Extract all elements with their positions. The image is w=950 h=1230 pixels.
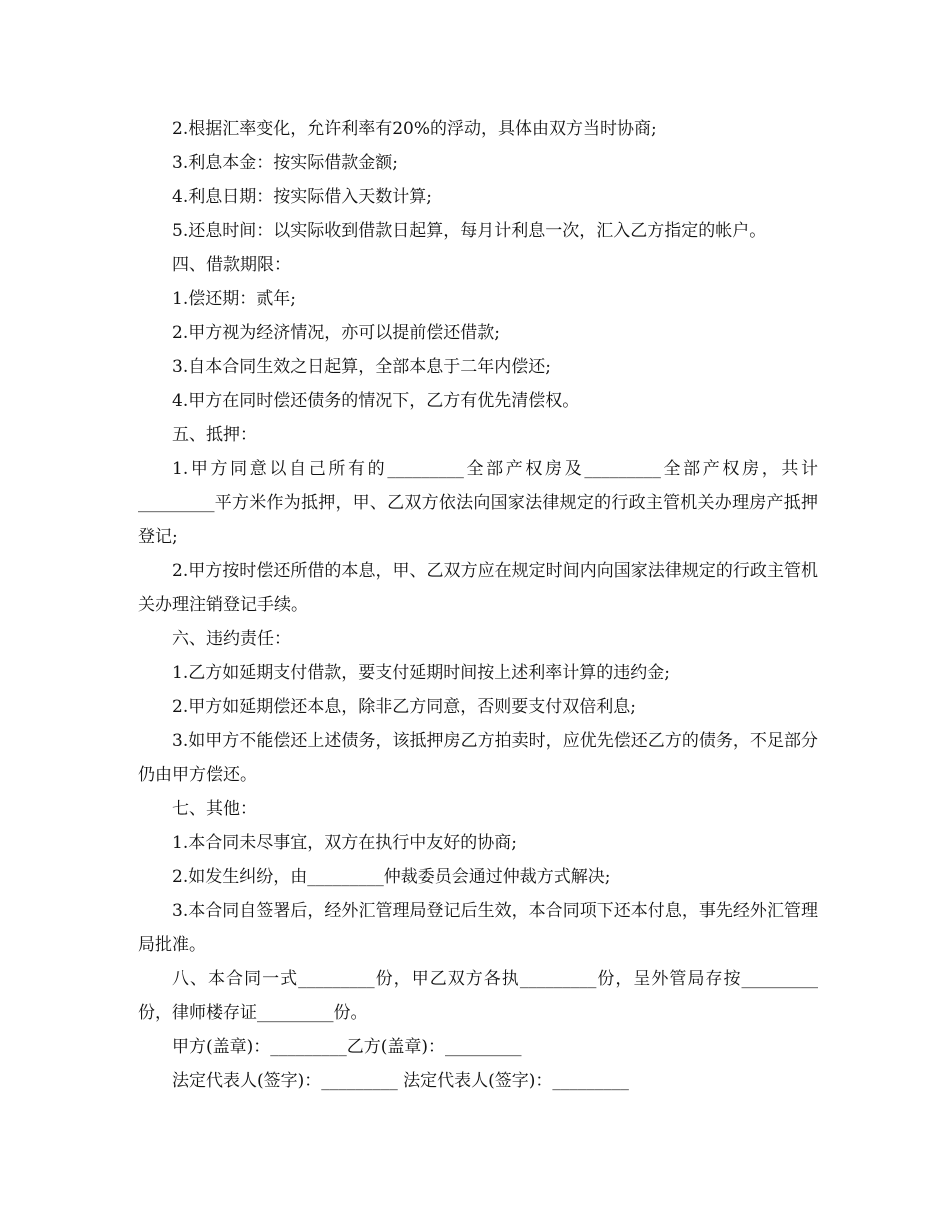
paragraph-copies: 八、本合同一式_________份，甲乙双方各执_________份，呈外管局存按_________份，律师楼存证_________份。 (138, 969, 818, 1023)
signature-line-seals: 甲方(盖章)：_________乙方(盖章)：_________ (172, 1037, 522, 1057)
paragraph-late-repayment-penalty: 2.甲方如延期偿还本息，除非乙方同意，否则要支付双倍利息; (172, 697, 636, 717)
paragraph-priority-right: 4.甲方在同时偿还债务的情况下，乙方有优先清偿权。 (172, 391, 580, 411)
paragraph-repay-within-two-years: 3.自本合同生效之日起算，全部本息于二年内偿还; (172, 357, 551, 377)
paragraph-effectiveness: 3.本合同自签署后，经外汇管理局登记后生效，本合同项下还本付息，事先经外汇管理局批准。 (138, 901, 818, 955)
paragraph-interest-principal: 3.利息本金：按实际借款金额; (172, 153, 398, 173)
document-body (138, 112, 818, 1098)
paragraph-interest-days: 4.利息日期：按实际借入天数计算; (172, 187, 432, 207)
paragraph-interest-float: 2.根据汇率变化，允许利率有20%的浮动，具体由双方当时协商; (172, 119, 657, 139)
section-heading-other: 七、其他： (172, 799, 257, 819)
signature-line-representatives: 法定代表人(签字)：_________ 法定代表人(签字)：_________ (172, 1071, 629, 1091)
paragraph-mortgage-cancellation: 2.甲方按时偿还所借的本息，甲、乙双方应在规定时间内向国家法律规定的行政主管机关办理注销登记手续。 (138, 561, 818, 615)
paragraph-auction-priority: 3.如甲方不能偿还上述债务，该抵押房乙方拍卖时，应优先偿还乙方的债务，不足部分仍由甲方偿还。 (138, 731, 818, 785)
section-heading-liability: 六、违约责任： (172, 629, 291, 649)
paragraph-repayment-period: 1.偿还期：贰年; (172, 289, 296, 309)
paragraph-unresolved-matters: 1.本合同未尽事宜，双方在执行中友好的协商; (172, 833, 517, 853)
paragraph-early-repayment: 2.甲方视为经济情况，亦可以提前偿还借款; (172, 323, 500, 343)
paragraph-mortgage-registration: 1.甲方同意以自己所有的_________全部产权房及_________全部产权房，共计_________平方米作为抵押，甲、乙双方依法向国家法律规定的行政主管机关办理房产抵押登记; (138, 459, 818, 547)
section-heading-loan-term: 四、借款期限： (172, 255, 291, 275)
section-heading-mortgage: 五、抵押： (172, 425, 257, 445)
paragraph-late-loan-penalty: 1.乙方如延期支付借款，要支付延期时间按上述利率计算的违约金; (172, 663, 670, 683)
paragraph-interest-payment-time: 5.还息时间：以实际收到借款日起算，每月计利息一次，汇入乙方指定的帐户。 (172, 221, 767, 241)
paragraph-arbitration: 2.如发生纠纷，由_________仲裁委员会通过仲裁方式解决; (172, 867, 611, 887)
